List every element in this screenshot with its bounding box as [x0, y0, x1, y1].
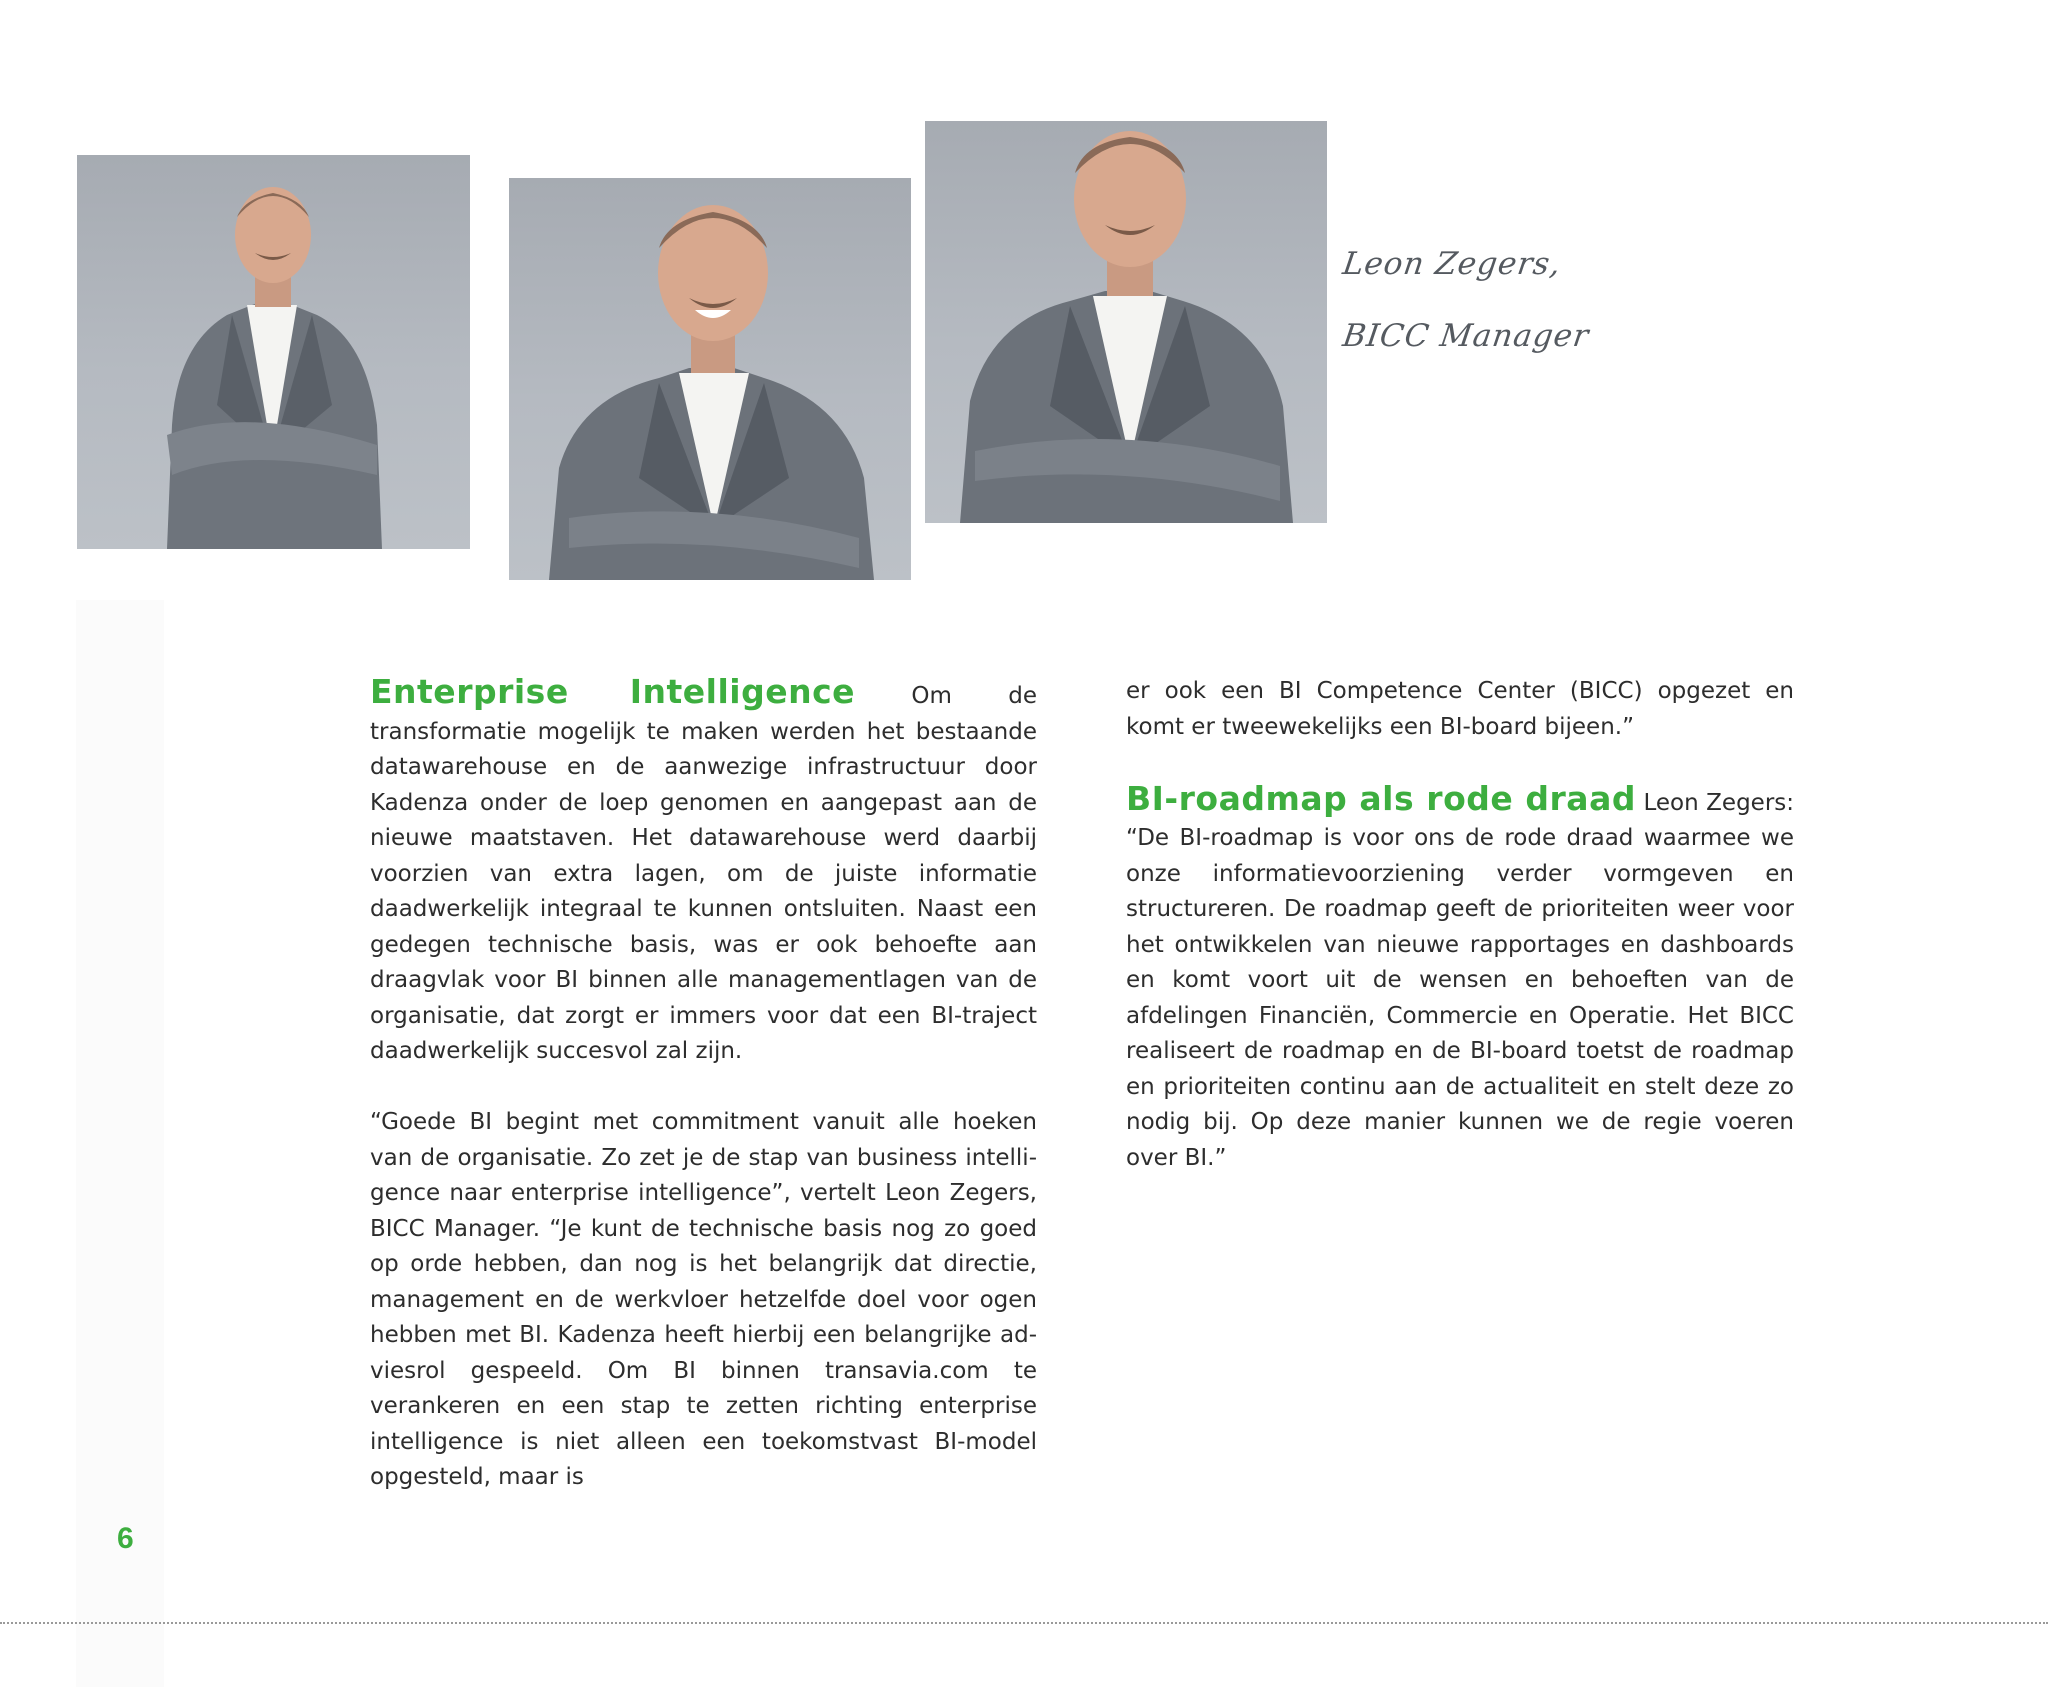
signature-title: BICC Manager: [1340, 318, 1592, 354]
portrait-photo-3: [925, 121, 1327, 523]
article-column-right: [1126, 674, 1794, 1176]
signature-name: Leon Zegers,: [1340, 246, 1564, 282]
footer-dotted-divider: [0, 1622, 2048, 1624]
article-paragraph: [1126, 778, 1795, 1177]
page-number: 6: [117, 1522, 134, 1555]
portrait-photo-1: [77, 155, 470, 549]
paragraph-text: Om de transformatie mogelijk te maken werden het bestaande datawarehouse en de aanwezige infrastructuur door Kadenza onder de loep genomen en aangepast aan de nieuwe maatstaven. Het datawarehouse werd daarbij voorzien van extra lagen, om de juiste informatie daadwerkelijk integraal te kunnen ontsluiten. Naast een gedegen technische basis, was er ook behoefte aan draagvlak voor BI binnen alle managementlagen van de organisatie, dat zorgt er immers voor dat een BI-traject daadwerkelijk succesvol zal zijn.: [370, 683, 1037, 1064]
article-paragraph: er ook een BI Competence Center (BICC) opgezet en komt er tweewekelijks een BI-board bijeen.”: [1126, 678, 1794, 740]
section-heading-enterprise-intelligence: Enterprise Intelligence: [370, 672, 856, 711]
paragraph-text: Leon Zegers: “De BI-roadmap is voor ons de rode draad waarmee we onze informatievoorziening verder vormgeven en structureren. De roadmap geeft de prioriteiten weer voor het ontwikkelen van nieuwe rapportages en dashboards en komt voort uit de wensen en behoeften van de afdelingen Financiën, Commercie en Operatie. Het BICC realiseert de roadmap en de BI-board toetst de roadmap en prioriteiten continu aan de actualiteit en stelt deze zo nodig bij. Op deze manier kunnen we de regie voeren over BI.”: [1126, 789, 1795, 1171]
section-heading-bi-roadmap: BI-roadmap als rode draad: [1126, 778, 1636, 818]
article-column-left: [370, 674, 1037, 1496]
article-paragraph: [370, 674, 1037, 1070]
portrait-figure-1: [77, 155, 470, 549]
portrait-figure-3: [925, 121, 1327, 523]
article-paragraph: “Goede BI begint met commitment vanuit alle hoeken van de organisatie. Zo zet je de stap van business intelligence naar enterprise intelligence”, vertelt Leon Zegers, BICC Manager. “Je kunt de technische basis nog zo goed op orde hebben, dan nog is het belangrijk dat directie, management en de werkvloer hetzelfde doel voor ogen hebben met BI. Kadenza heeft hierbij een belangrijke adviesrol gespeeld. Om BI binnen transavia.com te verankeren en een stap te zetten richting enterprise intelligence is niet alleen een toekomstvast BI-model opgesteld, maar is: [370, 1109, 1037, 1490]
portrait-photo-2: [509, 178, 911, 580]
portrait-figure-2: [509, 178, 911, 580]
